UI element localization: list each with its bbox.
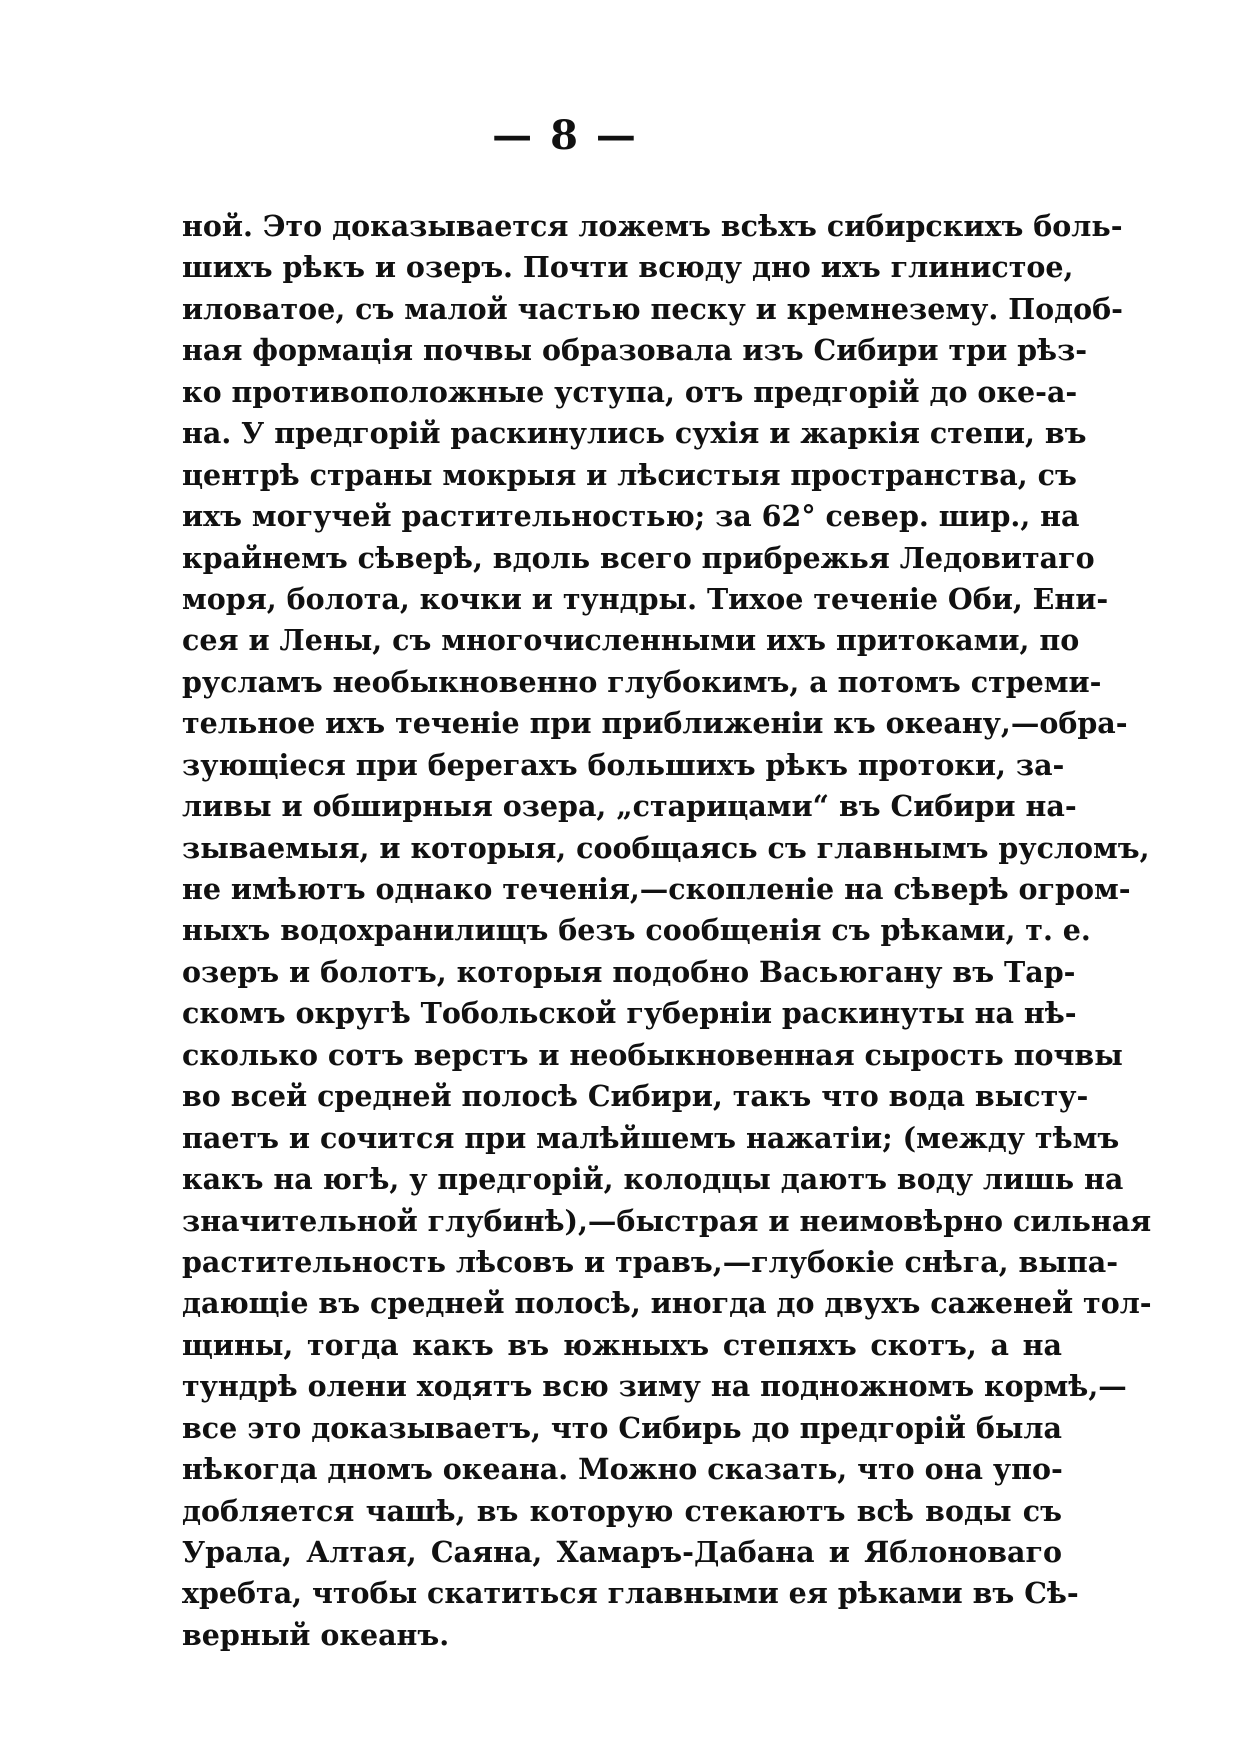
page-number: — 8 — xyxy=(492,112,638,159)
text-line: иловатое, съ малой частью песку и кремнезему. Подоб- xyxy=(182,291,1123,326)
text-line: сея и Лены, съ многочисленными ихъ притоками, по xyxy=(182,623,1080,658)
text-line: растительность лѣсовъ и травъ,—глубокіе снѣга, выпа- xyxy=(182,1244,1119,1279)
text-line: ныхъ водохранилищъ безъ сообщенія съ рѣками, т. е. xyxy=(182,913,1091,948)
text-line: все это доказываетъ, что Сибирь до предгорій была xyxy=(182,1410,1062,1445)
text-line: на. У предгорій раскинулись сухія и жаркія степи, въ xyxy=(182,416,1087,451)
text-line: тельное ихъ теченіе при приближеніи къ океану,—обра- xyxy=(182,706,1128,741)
text-line: крайнемъ сѣверѣ, вдоль всего прибрежья Ледовитаго xyxy=(182,540,1095,575)
text-line: значительной глубинѣ),—быстрая и неимовѣрно сильная xyxy=(182,1203,1152,1238)
text-line: центрѣ страны мокрыя и лѣсистыя пространства, съ xyxy=(182,457,1077,492)
text-line: озеръ и болотъ, которыя подобно Васьюгану въ Тар- xyxy=(182,954,1076,989)
body-text xyxy=(182,206,1152,1656)
text-line: верный океанъ. xyxy=(182,1617,450,1652)
text-line: ливы и обширныя озера, „старицами“ въ Сибири на- xyxy=(182,789,1077,824)
text-line: шихъ рѣкъ и озеръ. Почти всюду дно ихъ глинистое, xyxy=(182,250,1074,285)
text-line: хребта, чтобы скатиться главными ея рѣками въ Сѣ- xyxy=(182,1576,1079,1611)
text-line: моря, болота, кочки и тундры. Тихое теченіе Оби, Ени- xyxy=(182,581,1109,616)
text-line: сколько сотъ верстъ и необыкновенная сырость почвы xyxy=(182,1037,1123,1072)
text-line: не имѣютъ однако теченія,—скопленіе на сѣверѣ огром- xyxy=(182,872,1131,906)
text-line: какъ на югѣ, у предгорій, колодцы даютъ воду лишь на xyxy=(182,1162,1124,1197)
text-line: добляется чашѣ, въ которую стекаютъ всѣ воды съ xyxy=(182,1493,1062,1528)
text-line: дающіе въ средней полосѣ, иногда до двухъ саженей тол- xyxy=(182,1286,1152,1321)
text-line: щины, тогда какъ въ южныхъ степяхъ скотъ, а на xyxy=(182,1327,1062,1362)
text-line: тундрѣ олени ходятъ всю зиму на подножномъ кормѣ,— xyxy=(182,1369,1127,1404)
text-line: русламъ необыкновенно глубокимъ, а потомъ стреми- xyxy=(182,664,1102,699)
text-line: ихъ могучей растительностью; за 62° север. шир., на xyxy=(182,499,1080,534)
text-line: нѣкогда дномъ океана. Можно сказать, что она упо- xyxy=(182,1452,1063,1487)
text-line: паетъ и сочится при малѣйшемъ нажатіи; (между тѣмъ xyxy=(182,1120,1120,1155)
text-line: ной. Это доказывается ложемъ всѣхъ сибирскихъ боль- xyxy=(182,209,1123,243)
text-line: скомъ округѣ Тобольской губерніи раскинуты на нѣ- xyxy=(182,996,1077,1031)
text-line: во всей средней полосѣ Сибири, такъ что вода высту- xyxy=(182,1079,1089,1114)
text-line: зующіеся при берегахъ большихъ рѣкъ протоки, за- xyxy=(182,747,1065,782)
text-line: Урала, Алтая, Саяна, Хамаръ-Дабана и Яблоноваго xyxy=(182,1535,1062,1569)
text-line: ко противоположные уступа, отъ предгорій до оке-а- xyxy=(182,374,1078,409)
text-line: зываемыя, и которыя, сообщаясь съ главнымъ русломъ, xyxy=(182,830,1150,865)
text-line: ная формація почвы образовала изъ Сибири три рѣз- xyxy=(182,333,1088,368)
